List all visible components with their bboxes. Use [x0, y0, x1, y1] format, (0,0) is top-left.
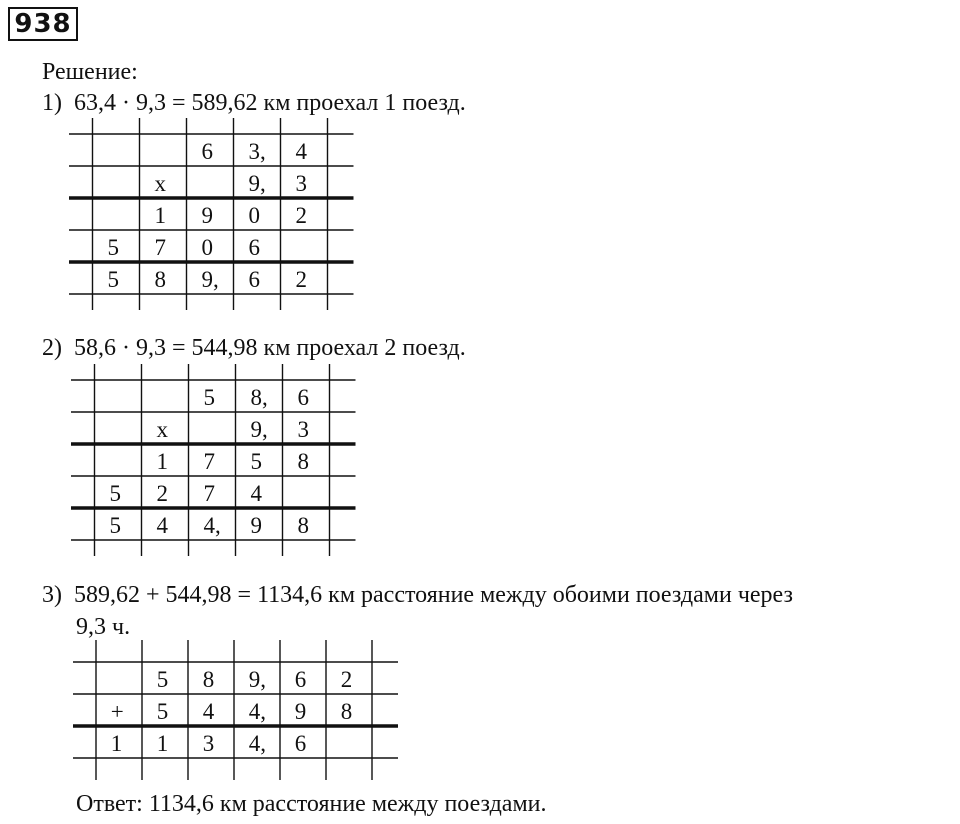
grid-cell-digit: 3	[297, 416, 310, 442]
grid-cell-digit: 9,	[248, 170, 266, 196]
step-2-text: 58,6 · 9,3 = 544,98 км проехал 2 поезд.	[74, 335, 466, 361]
grid-cell-digit: 5	[156, 698, 169, 724]
grid1-svg	[69, 118, 354, 310]
grid-cell-digit: 9,	[250, 416, 268, 442]
grid-cell-digit: 4	[295, 138, 308, 164]
step-3-text: 589,62 + 544,98 = 1134,6 км расстояние между обоими поездами через	[74, 582, 793, 608]
grid-cell-digit: 3,	[248, 138, 266, 164]
grid-cell-digit: 1	[154, 202, 167, 228]
solution-heading: Решение:	[42, 59, 138, 85]
grid-cell-digit: 6	[248, 234, 261, 260]
grid-cell-digit: 6	[294, 666, 307, 692]
grid3-svg	[73, 640, 398, 780]
step-2-label: 2)	[42, 335, 62, 361]
grid-cell-digit: 4,	[248, 730, 266, 756]
grid-cell-digit: 5	[109, 480, 122, 506]
grid-cell-digit: 9	[294, 698, 307, 724]
grid-cell-digit: 6	[297, 384, 310, 410]
grid-cell-digit: 7	[203, 480, 216, 506]
grid-cell-digit: 8,	[250, 384, 268, 410]
grid-cell-digit: 4	[250, 480, 263, 506]
step-3-text-continued: 9,3 ч.	[76, 614, 131, 640]
grid-cell-digit: 0	[201, 234, 214, 260]
grid-cell-digit: 3	[295, 170, 308, 196]
step-3-line	[42, 581, 793, 609]
grid-cell-digit: 5	[203, 384, 216, 410]
grid-cell-digit: 2	[156, 480, 169, 506]
step-1-label: 1)	[42, 90, 62, 116]
grid-cell-digit: 5	[107, 266, 120, 292]
step-2-line	[42, 334, 466, 362]
grid2-svg	[71, 364, 356, 556]
grid-cell-digit: 5	[250, 448, 263, 474]
grid-cell-digit: x	[154, 170, 167, 196]
grid-cell-digit: 5	[107, 234, 120, 260]
grid-cell-digit: 6	[294, 730, 307, 756]
grid-cell-digit: 9,	[248, 666, 266, 692]
grid-cell-digit: 8	[154, 266, 167, 292]
grid-cell-digit: 7	[203, 448, 216, 474]
grid-cell-digit: 3	[202, 730, 215, 756]
grid-cell-digit: 2	[295, 266, 308, 292]
step-1-line	[42, 89, 466, 117]
grid-cell-digit: 2	[340, 666, 353, 692]
grid-cell-digit: 4,	[248, 698, 266, 724]
grid-cell-digit: 8	[202, 666, 215, 692]
problem-number: 938	[8, 7, 78, 41]
grid-cell-digit: 4,	[203, 512, 221, 538]
grid-cell-digit: 0	[248, 202, 261, 228]
multiplication-grid-1	[69, 118, 354, 310]
grid-cell-digit: x	[156, 416, 169, 442]
grid-cell-digit: 5	[156, 666, 169, 692]
grid-cell-digit: 1	[156, 730, 169, 756]
grid-cell-digit: 9	[201, 202, 214, 228]
grid-cell-digit: 6	[201, 138, 214, 164]
grid-cell-digit: 7	[154, 234, 167, 260]
grid-cell-digit: 8	[340, 698, 353, 724]
grid-cell-digit: 9	[250, 512, 263, 538]
step-3-label: 3)	[42, 582, 62, 608]
grid-cell-digit: 9,	[201, 266, 219, 292]
addition-grid	[73, 640, 398, 780]
grid-cell-digit: 4	[156, 512, 169, 538]
grid-cell-digit: 1	[110, 730, 123, 756]
grid-cell-digit: 8	[297, 512, 310, 538]
multiplication-grid-2	[71, 364, 356, 556]
grid-cell-digit: 2	[295, 202, 308, 228]
answer-text: Ответ: 1134,6 км расстояние между поездами.	[76, 791, 547, 817]
grid-cell-digit: +	[110, 698, 124, 724]
grid-cell-digit: 1	[156, 448, 169, 474]
grid-cell-digit: 5	[109, 512, 122, 538]
grid-cell-digit: 4	[202, 698, 215, 724]
grid-cell-digit: 8	[297, 448, 310, 474]
grid-cell-digit: 6	[248, 266, 261, 292]
step-1-text: 63,4 · 9,3 = 589,62 км проехал 1 поезд.	[74, 90, 466, 116]
